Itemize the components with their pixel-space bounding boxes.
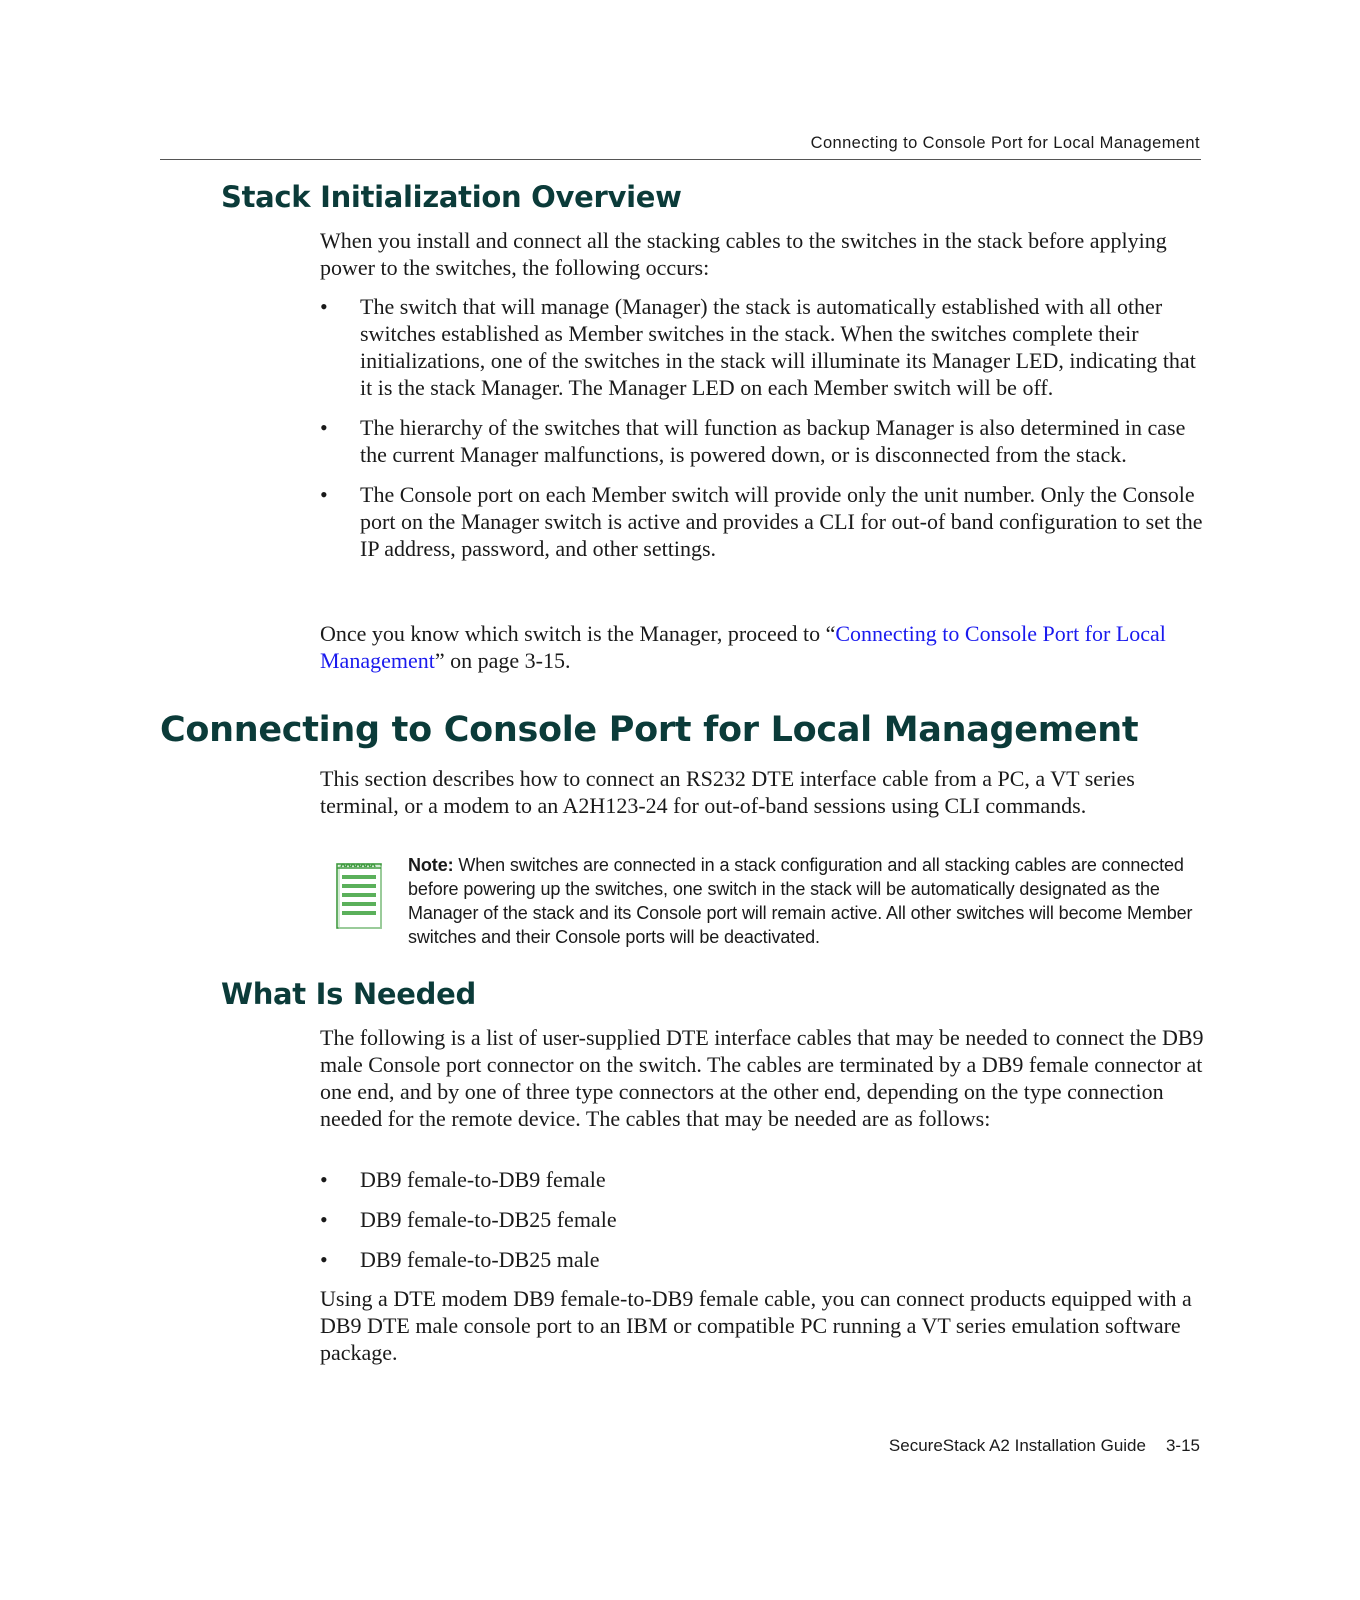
- console-intro-paragraph: This section describes how to connect an RS232 DTE interface cable from a PC, a VT series terminal, or a modem to an A2H123-24 for out-of-band sessions using CLI commands.: [320, 766, 1135, 818]
- note-label: Note:: [408, 855, 454, 875]
- bullet-icon: •: [320, 482, 328, 507]
- bullet-icon: •: [320, 415, 328, 440]
- bullet-text: DB9 female-to-DB25 female: [360, 1207, 617, 1232]
- page-footer: [700, 1436, 1200, 1456]
- list-item: [320, 414, 1205, 468]
- needed-closing-paragraph: Using a DTE modem DB9 female-to-DB9 female cable, you can connect products equipped with a DB9 DTE male console port to an IBM or compatible PC running a VT series emulation software package.: [320, 1286, 1192, 1365]
- section-heading-console: Connecting to Console Port for Local Management: [160, 710, 1139, 750]
- guide-title: SecureStack A2 Installation Guide: [888, 1436, 1146, 1455]
- bullet-text: DB9 female-to-DB25 male: [360, 1247, 600, 1272]
- list-item: [320, 1246, 1205, 1273]
- closing-suffix: ” on page 3-15.: [434, 648, 571, 673]
- needed-intro-paragraph: The following is a list of user-supplied DTE interface cables that may be needed to connect the DB9 male Console port connector on the switch. The cables are terminated by a DB9 female connector at one end, and by one of three type connectors at the other end, depending on the type connection needed for the remote device. The cables that may be needed are as follows:: [320, 1025, 1204, 1131]
- stack-closing-paragraph: [320, 620, 1205, 674]
- bullet-icon: •: [320, 294, 328, 319]
- running-header: Connecting to Console Port for Local Management: [810, 134, 1200, 152]
- page-number: 3-15: [1165, 1436, 1200, 1455]
- section-heading-stack: Stack Initialization Overview: [221, 180, 682, 214]
- stack-bullet-list: [320, 293, 1205, 575]
- list-item: [320, 293, 1205, 401]
- bullet-icon: •: [320, 1247, 328, 1272]
- list-item: [320, 481, 1205, 562]
- bullet-icon: •: [320, 1167, 328, 1192]
- bullet-text: The switch that will manage (Manager) the stack is automatically established with all other switches established as Member switches in the stack. When the switches complete their initializations, one of the switches in the stack will illuminate its Manager LED, indicating that it is the stack Manager. The Manager LED on each Member switch will be off.: [360, 294, 1196, 400]
- stack-intro-paragraph: When you install and connect all the stacking cables to the switches in the stack before applying power to the switches, the following occurs:: [320, 228, 1167, 280]
- cable-bullet-list: [320, 1166, 1205, 1286]
- bullet-text: The Console port on each Member switch will provide only the unit number. Only the Console port on the Manager switch is active and provides a CLI for out-of band configuration to set the IP address, password, and other settings.: [360, 482, 1203, 561]
- bullet-text: The hierarchy of the switches that will function as backup Manager is also determined in case the current Manager malfunctions, is powered down, or is disconnected from the stack.: [360, 415, 1186, 467]
- notepad-icon: [333, 858, 385, 930]
- section-heading-needed: What Is Needed: [221, 977, 476, 1011]
- header-rule: [160, 159, 1201, 160]
- closing-prefix: Once you know which switch is the Manager, proceed to “: [320, 621, 836, 646]
- list-item: [320, 1206, 1205, 1233]
- list-item: [320, 1166, 1205, 1193]
- note-callout: [408, 853, 1208, 949]
- bullet-text: DB9 female-to-DB9 female: [360, 1167, 606, 1192]
- note-body: When switches are connected in a stack configuration and all stacking cables are connected before powering up the switches, one switch in the stack will be automatically designated as the Manager of the stack and its Console port will remain active. All other switches will become Member switches and their Console ports will be deactivated.: [408, 855, 1193, 947]
- cross-reference-link[interactable]: Connecting to Console Port for Local Management: [320, 621, 1166, 673]
- bullet-icon: •: [320, 1207, 328, 1232]
